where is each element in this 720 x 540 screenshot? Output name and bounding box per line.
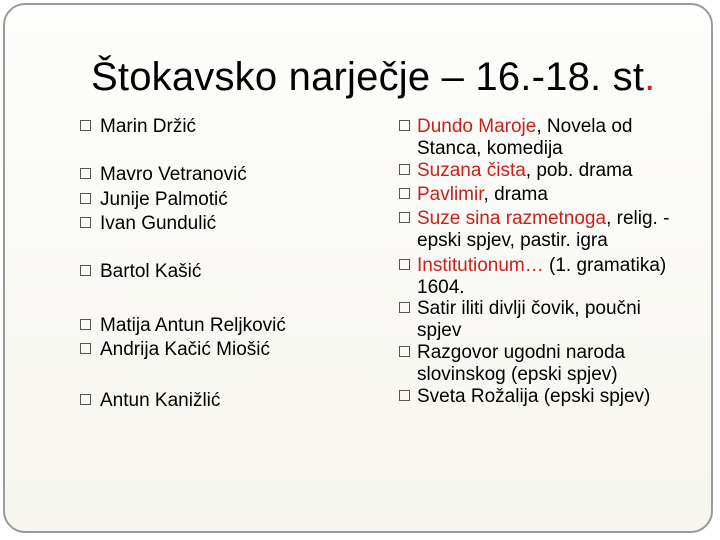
bullet-box-icon [80, 168, 91, 179]
list-item [399, 208, 689, 252]
work-title: Suzana čista [417, 160, 526, 181]
list-item [399, 298, 689, 342]
list-item [80, 213, 216, 235]
work-description: , relig. -epski spjev, pastir. igra [417, 208, 670, 251]
bullet-box-icon [399, 188, 410, 199]
list-item [399, 342, 689, 386]
bullet-box-icon [80, 217, 91, 228]
list-item [399, 255, 689, 299]
work-description: Sveta Rožalija (epski spjev) [417, 386, 651, 407]
work-title: Dundo Maroje [417, 116, 537, 137]
bullet-box-icon [80, 319, 91, 330]
bullet-box-icon [399, 259, 410, 270]
work-description: Razgovor ugodni naroda slovinskog (epski spjev) [417, 342, 626, 385]
list-item [399, 184, 548, 206]
author-name: Matija Antun Reljković [100, 315, 286, 336]
work-title: Institutionum… [417, 255, 544, 276]
author-name: Ivan Gundulić [100, 213, 217, 234]
author-name: Mavro Vetranović [100, 164, 247, 185]
list-item [399, 386, 650, 408]
list-item [80, 261, 201, 283]
bullet-box-icon [80, 265, 91, 276]
author-name: Antun Kanižlić [100, 390, 221, 411]
bullet-box-icon [80, 193, 91, 204]
title-period: . [644, 55, 656, 99]
list-item [80, 164, 247, 186]
slide-title [91, 55, 655, 100]
bullet-box-icon [80, 343, 91, 354]
bullet-box-icon [399, 120, 410, 131]
list-item [80, 189, 228, 211]
list-item [399, 160, 632, 182]
bullet-box-icon [80, 394, 91, 405]
title-text: Štokavsko narječje – 16.-18. st [91, 55, 645, 99]
bullet-box-icon [399, 212, 410, 223]
work-description: , Novela od Stanca, komedija [417, 116, 633, 159]
list-item [399, 116, 689, 160]
work-description: (1. gramatika) 1604. [417, 255, 667, 298]
work-description: , drama [483, 184, 548, 205]
work-title: Pavlimir [417, 184, 484, 205]
bullet-box-icon [80, 120, 91, 131]
list-item [80, 116, 196, 138]
author-name: Junije Palmotić [100, 189, 228, 210]
author-name: Marin Držić [100, 116, 197, 137]
author-name: Bartol Kašić [100, 261, 202, 282]
bullet-box-icon [399, 164, 410, 175]
bullet-box-icon [399, 346, 410, 357]
list-item [80, 390, 220, 412]
list-item [80, 315, 286, 337]
work-description: Satir iliti divlji čovik, poučni spjev [417, 298, 641, 341]
author-name: Andrija Kačić Miošić [100, 339, 270, 360]
list-item [80, 339, 270, 361]
work-description: , pob. drama [525, 160, 633, 181]
bullet-box-icon [399, 390, 410, 401]
work-title: Suze sina razmetnoga [417, 208, 607, 229]
bullet-box-icon [399, 302, 410, 313]
